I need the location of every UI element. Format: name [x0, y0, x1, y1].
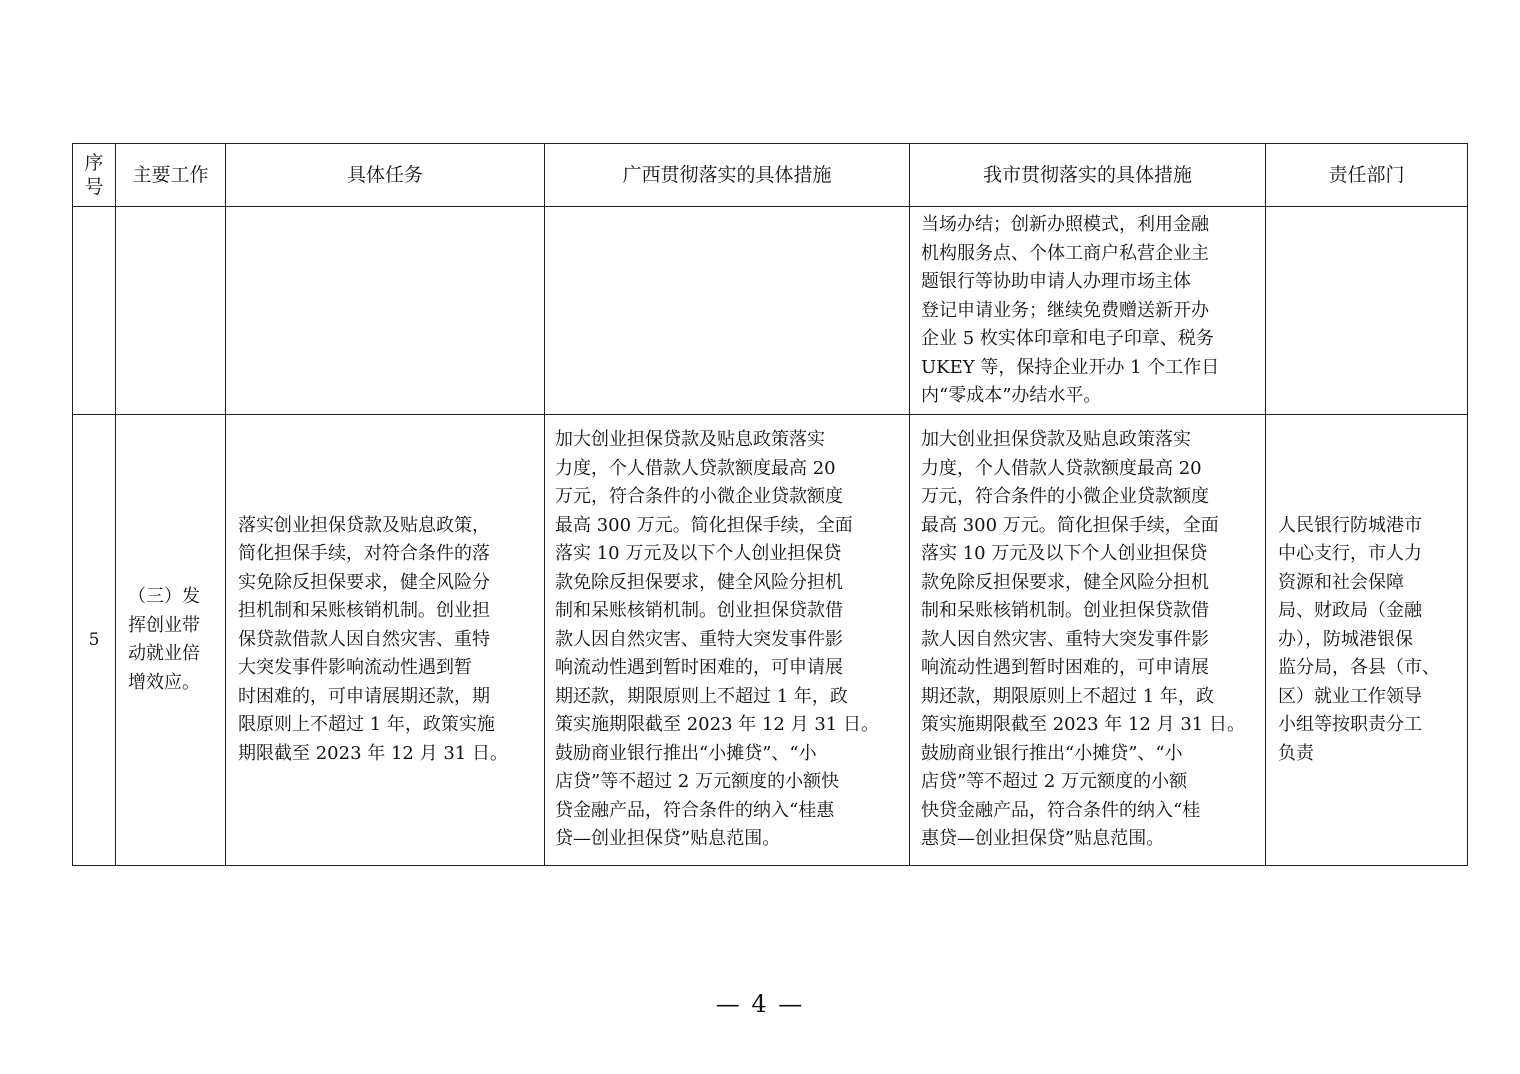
header-serial-no: 序 号: [73, 144, 116, 207]
specific-task-text: 落实创业担保贷款及贴息政策， 简化担保手续，对符合条件的落 实免除反担保要求，健全风险分 担机制和呆账核销机制。创业担 保贷款借款人因自然灾害、重特 大突发事件影响流动性遇到暂 时困难的，可申请展期还款，期 限原则上不超过 1 年，政策实施 期限截至 2023 年 12 月 31 日。: [238, 514, 508, 764]
main-work-text: （三）发 挥创业带 动就业倍 增效应。: [128, 586, 200, 693]
cell-guangxi-measures: [545, 207, 910, 415]
table-header-row: [73, 144, 1468, 207]
header-city-measures: 我市贯彻落实的具体措施: [910, 144, 1266, 207]
cell-specific-task: [226, 415, 545, 866]
cell-guangxi-measures: [545, 415, 910, 866]
cell-responsible-dept: [1266, 207, 1468, 415]
header-main-work: 主要工作: [116, 144, 226, 207]
header-specific-task: 具体任务: [226, 144, 545, 207]
cell-specific-task: [226, 207, 545, 415]
table-row: [73, 415, 1468, 866]
header-responsible-dept: 责任部门: [1266, 144, 1468, 207]
page-number: — 4 —: [715, 990, 805, 1018]
policy-table: [72, 143, 1468, 866]
cell-responsible-dept: [1266, 415, 1468, 866]
cell-city-measures: [910, 415, 1266, 866]
cell-serial-no: 5: [73, 415, 116, 866]
city-measures-text: 当场办结；创新办照模式，利用金融 机构服务点、个体工商户私营企业主 题银行等协助申请人办理市场主体 登记申请业务；继续免费赠送新开办 企业 5 枚实体印章和电子印章、税务 UKEY 等，保持企业开办 1 个工作日 内“零成本”办结水平。: [921, 214, 1220, 406]
cell-serial-no: [73, 207, 116, 415]
header-guangxi-measures: 广西贯彻落实的具体措施: [545, 144, 910, 207]
table-row: [73, 207, 1468, 415]
cell-city-measures: [910, 207, 1266, 415]
cell-main-work: [116, 207, 226, 415]
cell-main-work: [116, 415, 226, 866]
city-measures-text: 加大创业担保贷款及贴息政策落实 力度，个人借款人贷款额度最高 20 万元，符合条件的小微企业贷款额度 最高 300 万元。简化担保手续，全面 落实 10 万元及以下个人创业担保贷 款免除反担保要求，健全风险分担机 制和呆账核销机制。创业担保贷款借 款人因自然灾害、重特大突发事件影 响流动性遇到暂时困难的，可申请展 期还款，期限原则上不超过 1 年，政 策实施期限截至 2023 年 12 月 31 日。 鼓励商业银行推出“小摊贷”、“小 店贷”等不超过 2 万元额度的小额 快贷金融产品，符合条件的纳入“桂 惠贷—创业担保贷”贴息范围。: [921, 429, 1245, 850]
responsible-dept-text: 人民银行防城港市 中心支行，市人力 资源和社会保障 局、财政局（金融 办），防城港银保 监分局，各县（市、 区）就业工作领导 小组等按职责分工 负责: [1278, 514, 1440, 764]
guangxi-measures-text: 加大创业担保贷款及贴息政策落实 力度，个人借款人贷款额度最高 20 万元，符合条件的小微企业贷款额度 最高 300 万元。简化担保手续，全面 落实 10 万元及以下个人创业担保贷 款免除反担保要求，健全风险分担机 制和呆账核销机制。创业担保贷款借 款人因自然灾害、重特大突发事件影 响流动性遇到暂时困难的，可申请展 期还款，期限原则上不超过 1 年，政 策实施期限截至 2023 年 12 月 31 日。 鼓励商业银行推出“小摊贷”、“小 店贷”等不超过 2 万元额度的小额快 贷金融产品，符合条件的纳入“桂惠 贷—创业担保贷”贴息范围。: [555, 429, 879, 850]
